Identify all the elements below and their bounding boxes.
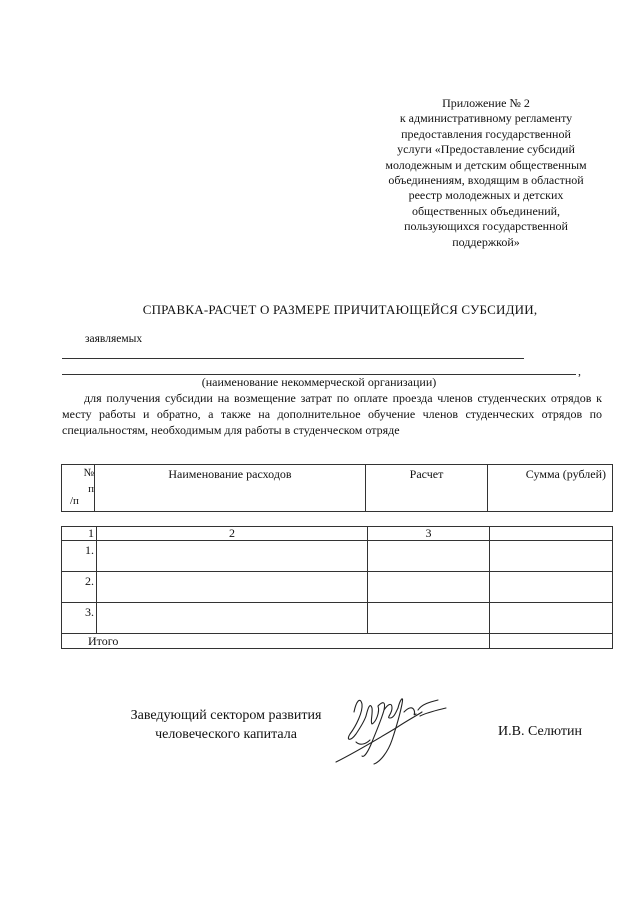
table-header-row xyxy=(62,465,613,512)
col-calc-header: Расчет xyxy=(366,465,488,512)
sum-cell[interactable] xyxy=(490,603,613,634)
total-sum-cell[interactable] xyxy=(490,634,613,649)
num-header-part: п xyxy=(88,483,94,495)
col-number-cell: 3 xyxy=(368,527,490,541)
comma-mark: , xyxy=(578,364,581,378)
num-header-part: № xyxy=(83,467,94,479)
appendix-reference xyxy=(360,96,612,250)
org-name-underline xyxy=(62,358,524,359)
document-title: СПРАВКА-РАСЧЕТ О РАЗМЕРЕ ПРИЧИТАЮЩЕЙСЯ СУБСИДИИ, xyxy=(142,302,538,317)
table-row xyxy=(62,603,613,634)
column-number-row xyxy=(62,527,613,541)
table-row xyxy=(62,541,613,572)
appendix-line: пользующихся государственной xyxy=(404,219,568,234)
org-name-caption: (наименование некоммерческой организации) xyxy=(201,375,437,389)
signer-position xyxy=(117,706,335,744)
col-number-cell: 2 xyxy=(97,527,368,541)
appendix-line: поддержкой» xyxy=(452,234,520,249)
row-number: 2. xyxy=(62,572,97,603)
col-number-cell xyxy=(490,527,613,541)
total-label: Итого xyxy=(62,634,490,649)
col-name-header: Наименование расходов xyxy=(95,465,366,512)
calc-cell[interactable] xyxy=(368,603,490,634)
appendix-line: к административному регламенту xyxy=(399,111,573,126)
appendix-line: молодежным и детским общественным xyxy=(385,157,587,172)
expense-name-cell[interactable] xyxy=(97,603,368,634)
appendix-line: общественных объединений, xyxy=(411,203,561,218)
handwritten-signature xyxy=(326,682,456,772)
appendix-line: реестр молодежных и детских xyxy=(408,188,564,203)
appendix-line: объединениям, входящим в областной xyxy=(388,173,584,188)
col-number-cell: 1 xyxy=(62,527,97,541)
num-header-part: /п xyxy=(70,495,79,507)
expense-body-table xyxy=(61,526,613,649)
col-num-header xyxy=(62,465,95,512)
calc-cell[interactable] xyxy=(368,572,490,603)
expense-name-cell[interactable] xyxy=(97,572,368,603)
sum-cell[interactable] xyxy=(490,541,613,572)
purpose-paragraph: для получения субсидии на возмещение затрат по оплате проезда членов студенческих отрядов к месту работы и обратно, а также на дополнительное обучение членов студенческих отрядов по специальностям, необходимым для работы в студенческом отряде xyxy=(62,391,602,437)
table-row xyxy=(62,572,613,603)
signer-position-line: Заведующий сектором развития xyxy=(130,708,322,723)
row-number: 3. xyxy=(62,603,97,634)
total-row xyxy=(62,634,613,649)
calc-cell[interactable] xyxy=(368,541,490,572)
appendix-line: Приложение № 2 xyxy=(442,96,530,110)
row-number: 1. xyxy=(62,541,97,572)
sum-cell[interactable] xyxy=(490,572,613,603)
appendix-line: предоставления государственной xyxy=(401,126,571,141)
signer-name: И.В. Селютин xyxy=(498,724,583,739)
expense-header-table xyxy=(61,464,613,512)
declared-label: заявляемых xyxy=(85,333,143,345)
col-sum-header: Сумма (рублей) xyxy=(488,465,613,512)
appendix-line: услуги «Предоставление субсидий xyxy=(397,142,575,157)
signer-position-line: человеческого капитала xyxy=(155,727,297,742)
expense-name-cell[interactable] xyxy=(97,541,368,572)
